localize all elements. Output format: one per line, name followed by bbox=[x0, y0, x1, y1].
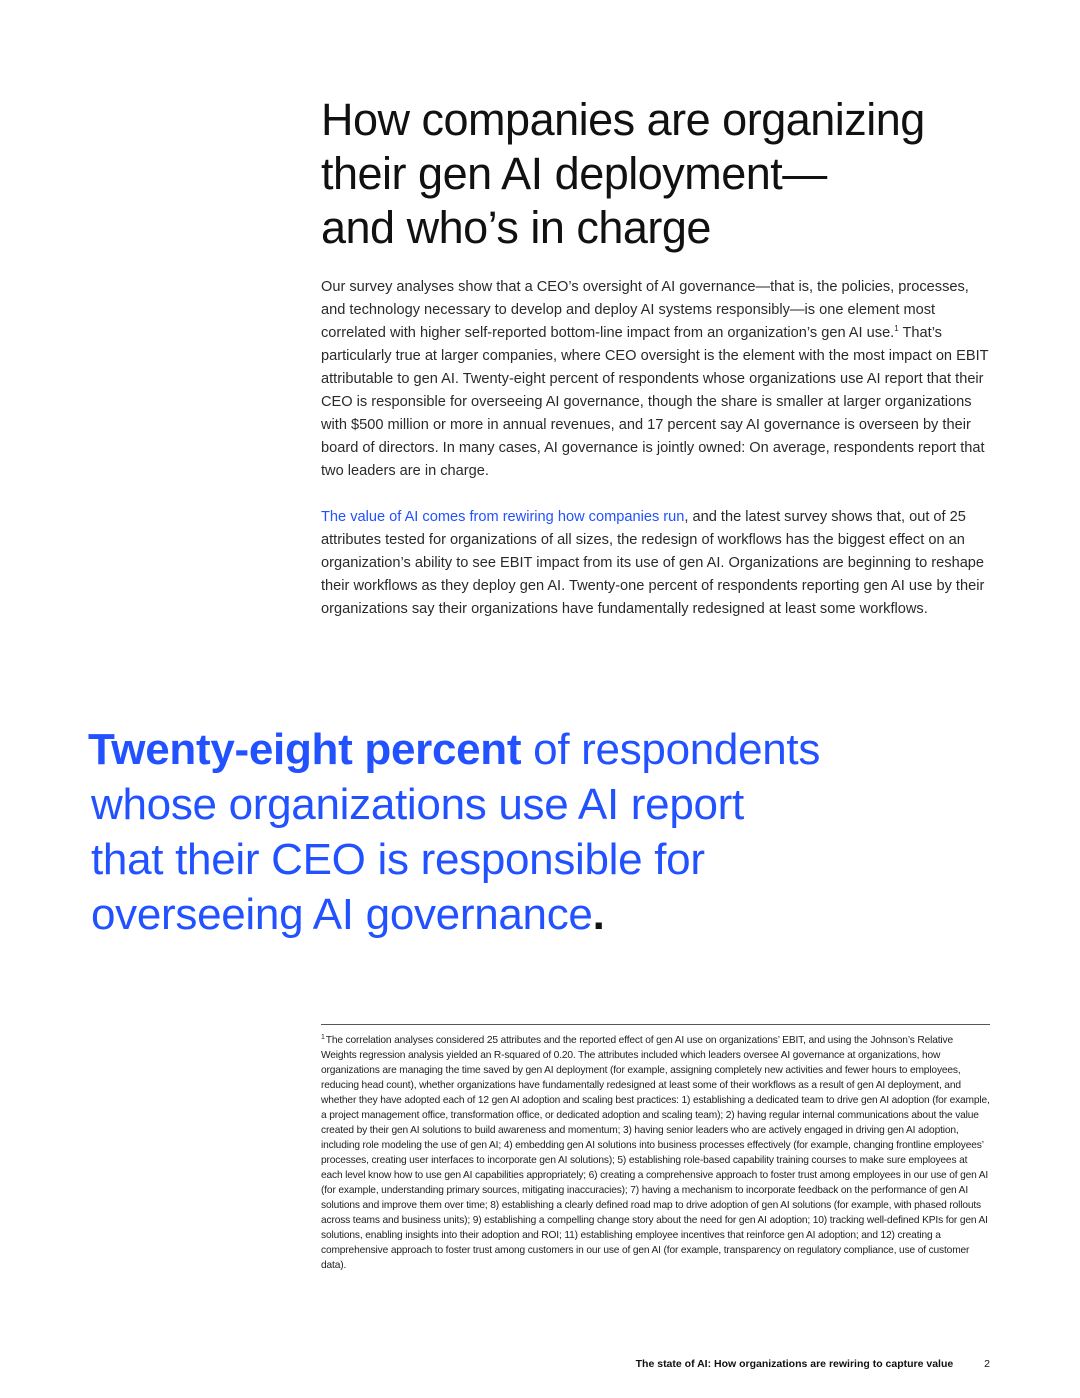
pull-quote-line-1 bbox=[88, 722, 988, 777]
paragraph-2-text: , and the latest survey shows that, out of 25 attributes tested for organizations of all sizes, the redesign of workflows has the biggest effect on an organization’s ability to see EBIT impact from its use of gen AI. Organizations are beginning to reshape their workflows as they deploy gen AI. Twenty-one percent of respondents reporting gen AI use by their organizations say their organizations have fundamentally redesigned at least some workflows. bbox=[321, 509, 985, 617]
body-paragraph-2 bbox=[321, 506, 993, 621]
pull-quote-line-3: that their CEO is responsible for bbox=[91, 835, 705, 884]
page-number: 2 bbox=[984, 1358, 990, 1370]
paragraph-1-text-b: That’s particularly true at larger companies, where CEO oversight is the element with the most impact on EBIT attributable to gen AI. Twenty-eight percent of respondents whose organizations use AI report that their CEO is responsible for overseeing AI governance, though the share is smaller at larger organizations with $500 million or more in annual revenues, and 17 percent say AI governance is overseen by their board of directors. In many cases, AI governance is jointly owned: On average, respondents report that two leaders are in charge. bbox=[321, 325, 989, 479]
pull-quote-line-4 bbox=[88, 887, 988, 942]
footnote-text: The correlation analyses considered 25 attributes and the reported effect of gen AI use on organizations’ EBIT, and using the Johnson’s Relative Weights regression analysis yielded an R-squared of 0.20. The attributes included which leaders oversee AI governance at organizations, how organizations are managing the time saved by gen AI deployment (for example, assigning completely new activities and fewer hours to employees, reducing head count), whether organizations have fundamentally redesigned at least some of their workflows as a result of gen AI deployment, and whether they have adopted each of 12 gen AI adoption and scaling best practices: 1) establishing a dedicated team to drive gen AI adoption (for example, a project management office, transformation office, or dedicated adoption and scaling team); 2) having regular internal communications about the value created by their gen AI solutions to build awareness and momentum; 3) having senior leaders who are actively engaged in driving gen AI adoption, including role modeling the use of gen AI; 4) embedding gen AI solutions into business processes effectively (for example, changing frontline employees’ processes, creating user interfaces to incorporate gen AI solutions); 5) establishing role-based capability training courses to make sure employees at each level know how to use gen AI capabilities appropriately; 6) creating a comprehensive approach to foster trust among employees in our use of gen AI (for example, understanding primary sources, mitigating inaccuracies); 7) having a mechanism to incorporate feedback on the performance of gen AI solutions and improve them over time; 8) establishing a clearly defined road map to drive adoption of gen AI solutions (for example, with phased rollouts across teams and business units); 9) establishing a compelling change story about the need for gen AI adoption; 10) tracking well-defined KPIs for gen AI solutions, enabling insights into their adoption and ROI; 11) establishing employee incentives that reinforce gen AI adoption; and 12) creating a comprehensive approach to foster trust among customers in our use of gen AI (for example, transparency on regulatory compliance, use of customer data). bbox=[321, 1035, 990, 1271]
paragraph-1-text-a: Our survey analyses show that a CEO’s oversight of AI governance—that is, the policies, processes, and technology necessary to develop and deploy AI systems responsibly—is one element most correlated with higher self-reported bottom-line impact from an organization’s gen AI use. bbox=[321, 279, 969, 341]
footer-report-title: The state of AI: How organizations are rewiring to capture value bbox=[635, 1358, 954, 1370]
footnote-number: 1 bbox=[321, 1034, 325, 1041]
pull-quote-emphasis: Twenty-eight percent bbox=[88, 725, 522, 774]
pull-quote-line-2: whose organizations use AI report bbox=[91, 780, 744, 829]
footnote-reference[interactable]: 1 bbox=[894, 324, 899, 333]
footnote-divider bbox=[321, 1024, 990, 1025]
body-paragraph-1 bbox=[321, 276, 993, 483]
page-footer bbox=[636, 1357, 990, 1371]
footnote bbox=[321, 1033, 991, 1273]
page-title-line-3: and who’s in charge bbox=[321, 202, 711, 253]
page-title-line-1: How companies are organizing bbox=[321, 94, 925, 145]
pull-quote-period: . bbox=[592, 890, 605, 939]
pull-quote-line-1-rest: of respondents bbox=[521, 725, 821, 774]
page-title-line-2: their gen AI deployment— bbox=[321, 148, 827, 199]
pull-quote bbox=[88, 722, 988, 942]
page-title bbox=[321, 93, 1001, 255]
pull-quote-line-4-text: overseeing AI governance bbox=[91, 890, 593, 939]
inline-article-link[interactable]: The value of AI comes from rewiring how companies run bbox=[321, 509, 685, 525]
